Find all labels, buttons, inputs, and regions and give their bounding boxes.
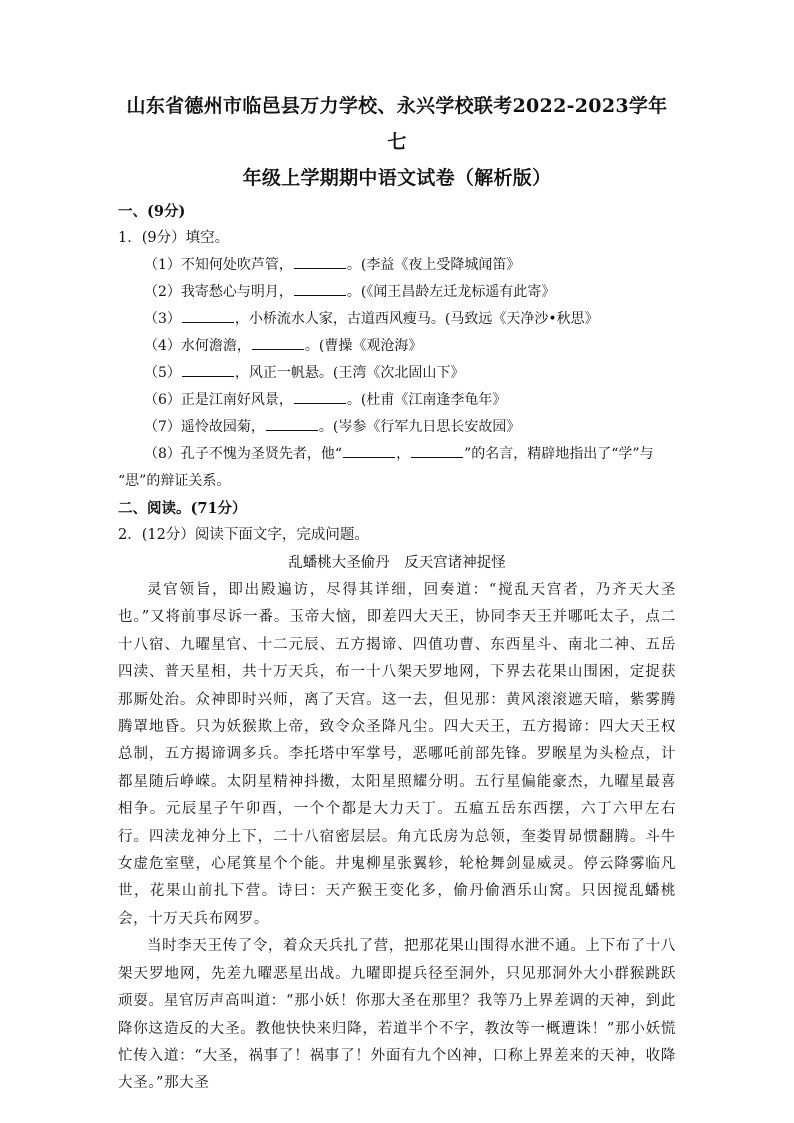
answer-blank[interactable] xyxy=(343,445,395,458)
fill-blank-item: （6）正是江南好风景， 。(杜甫《江南逢李龟年》 xyxy=(144,392,507,408)
passage-paragraph-1: 灵官领旨，即出殿遍访，尽得其详细，回奏道：“搅乱天宫者，乃齐天大圣也。”又将前事尽诉一番。玉帝大恼，即差四大天王，协同李天王并哪吒太子，点二十八宿、九曜星官、十二元辰、五方揭谛、四值功曹、东西星斗、南北二神、五岳四渎、普天星相，共十万天兵，布一十八架天罗地网，下界去花果山围困，定捉获那厮处治。众神即时兴师，离了天宫。这一去，但见那：黄风滚滚遮天暗，紫雾腾腾罩地昏。只为妖猴欺上帝，致令众圣降凡尘。四大天王，五方揭谛：四大天王权总制，五方揭谛调多兵。李托塔中军掌号，恶哪吒前部先锋。罗睺星为头检点，计都星随后峥嵘。太阴星精神抖擞，太阳星照耀分明。五行星偏能豪杰，九曜星最喜相争。元辰星子午卯酉，一个个都是大力天丁。五瘟五岳东西摆，六丁六甲左右行。四渎龙神分上下，二十八宿密层层。角亢氐房为总领，奎娄胃昴惯翻腾。斗牛女虚危室壁，心尾箕星个个能。井鬼柳星张翼轸，轮枪舞剑显威灵。停云降雾临凡世，花果山前扎下营。诗曰：天产猴王变化多，偷丹偷酒乐山窝。只因搅乱蟠桃会，十万天兵布网罗。 xyxy=(118,582,676,927)
answer-blank[interactable] xyxy=(294,391,346,404)
question-2-heading: 2．(12分）阅读下面文字，完成问题。 xyxy=(118,527,369,543)
fill-blank-item-8-continued: “思”的辩证关系。 xyxy=(118,473,231,489)
fill-blank-item: （5） ，风正一帆悬。(王湾《次北固山下》 xyxy=(144,365,465,381)
exam-page xyxy=(118,88,676,1098)
fill-blank-list xyxy=(118,252,676,495)
title-line-1: 山东省德州市临邑县万力学校、永兴学校联考2022-2023学年七 xyxy=(126,95,668,153)
fill-blank-item-8: （8）孔子不愧为圣贤先者，他“ ， ”的名言，精辟地指出了“学”与 xyxy=(144,446,654,462)
fill-blank-item: （4）水何澹澹， 。(曹操《观沧海》 xyxy=(144,338,423,354)
passage-paragraph-2: 当时李天王传了令，着众天兵扎了营，把那花果山围得水泄不通。上下布了十八架天罗地网，先差九曜恶星出战。九曜即提兵径至洞外，只见那洞外大小群猴跳跃顽耍。星官厉声高叫道：“那小妖！你那大圣在那里？我等乃上界差调的天神，到此降你这造反的大圣。教他快快来归降，若道半个不字，教汝等一概遭诛！”那小妖慌忙传入道：“大圣，祸事了！祸事了！外面有九个凶神，口称上界差来的天神，收降大圣。”那大圣 xyxy=(118,938,676,1092)
section-1-heading: 一、(9分) xyxy=(118,203,186,220)
section-2-heading: 二、阅读。(71分） xyxy=(118,500,247,517)
answer-blank[interactable] xyxy=(411,445,463,458)
fill-blank-item: （3） ，小桥流水人家，古道西风瘦马。(马致远《天净沙•秋思》 xyxy=(144,311,599,327)
fill-blank-item: （1）不知何处吹芦管， 。(李益《夜上受降城闻笛》 xyxy=(144,257,521,273)
answer-blank[interactable] xyxy=(252,337,304,350)
passage-title: 乱蟠桃大圣偷丹 反天宫诸神捉怪 xyxy=(288,555,506,571)
document-title xyxy=(118,88,676,196)
answer-blank[interactable] xyxy=(182,310,234,323)
answer-blank[interactable] xyxy=(294,256,346,269)
answer-blank[interactable] xyxy=(294,283,346,296)
answer-blank[interactable] xyxy=(266,418,318,431)
question-1-heading: 1．(9分）填空。 xyxy=(118,230,230,246)
fill-blank-item: （7）遥怜故园菊， 。(岑参《行军九日思长安故园》 xyxy=(144,419,521,435)
title-line-2: 年级上学期期中语文试卷（解析版） xyxy=(242,167,552,189)
answer-blank[interactable] xyxy=(182,364,234,377)
fill-blank-item: （2）我寄愁心与明月， 。(《闻王昌龄左迁龙标遥有此寄》 xyxy=(144,284,556,300)
